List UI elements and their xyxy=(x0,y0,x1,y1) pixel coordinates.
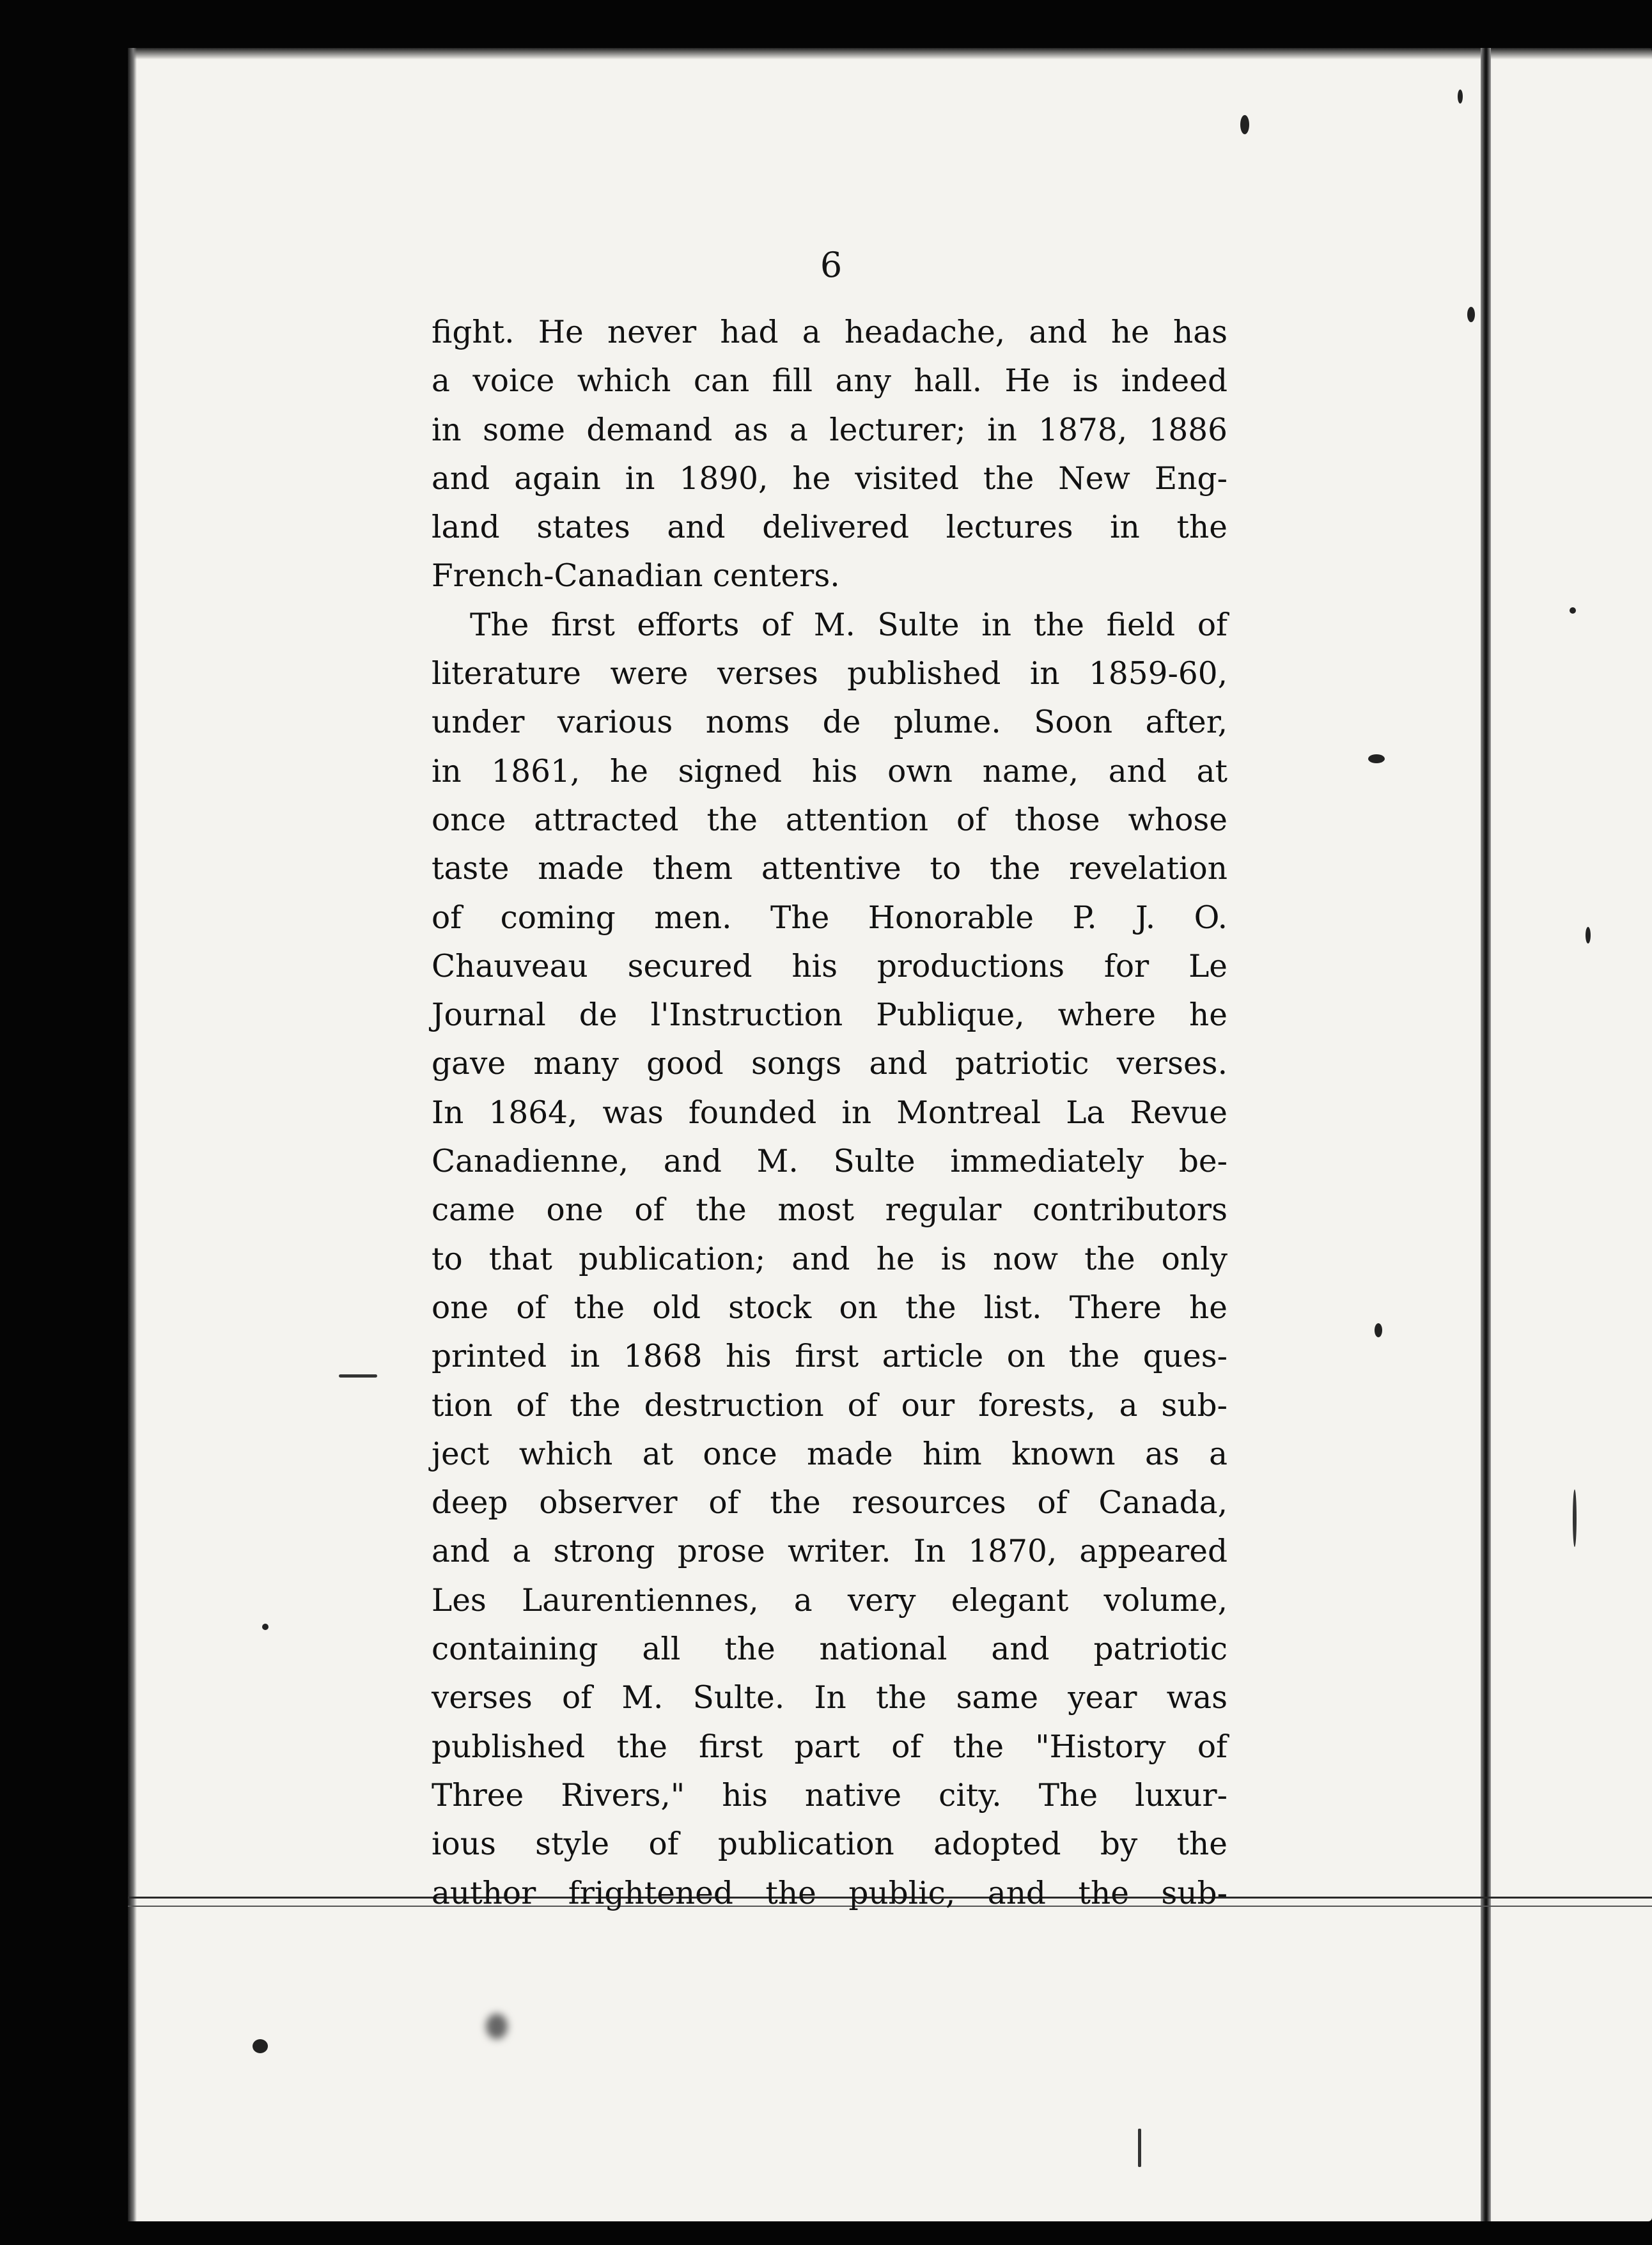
dust-speck xyxy=(339,1374,377,1378)
dust-speck xyxy=(1570,607,1576,614)
text-line: and a strong prose writer. In 1870, appeared xyxy=(432,1534,1227,1570)
text-line: of coming men. The Honorable P. J. O. xyxy=(432,899,1227,936)
dust-speck xyxy=(1368,754,1385,763)
text-line: author frightened the public, and the sub- xyxy=(432,1875,1227,1911)
text-line: Journal de l'Instruction Publique, where he xyxy=(432,997,1227,1034)
text-line: a voice which can fill any hall. He is indeed xyxy=(432,363,1227,400)
text-line: containing all the national and patriotic xyxy=(432,1631,1227,1668)
dust-speck xyxy=(1573,1489,1577,1547)
dust-speck xyxy=(1375,1323,1382,1337)
text-line: came one of the most regular contributors xyxy=(432,1192,1227,1229)
text-line: verses of M. Sulte. In the same year was xyxy=(432,1680,1227,1716)
text-line: Canadienne, and M. Sulte immediately be- xyxy=(432,1144,1227,1180)
scan-bottom-border xyxy=(0,2221,1652,2245)
text-line: once attracted the attention of those whose xyxy=(432,802,1227,838)
text-line: Chauveau secured his productions for Le xyxy=(432,948,1227,984)
text-line: ious style of publication adopted by the xyxy=(432,1826,1227,1863)
text-line: fight. He never had a headache, and he has xyxy=(432,315,1227,350)
dust-speck xyxy=(1138,2129,1141,2167)
page-top-shadow xyxy=(128,48,1652,59)
dust-speck xyxy=(1467,307,1475,322)
body-text xyxy=(432,308,1227,1918)
dust-speck xyxy=(262,1624,269,1630)
text-line: taste made them attentive to the revelation xyxy=(432,851,1227,887)
dust-speck xyxy=(1240,115,1249,134)
page-left-shadow xyxy=(128,48,137,2221)
dust-speck xyxy=(1458,89,1463,104)
book-gutter xyxy=(1481,48,1491,2221)
text-line: published the first part of the "History of xyxy=(432,1728,1227,1765)
text-line: under various noms de plume. Soon after, xyxy=(432,704,1227,741)
text-line: to that publication; and he is now the only xyxy=(432,1241,1227,1277)
text-line: land states and delivered lectures in the xyxy=(432,509,1227,546)
dust-speck xyxy=(1586,927,1591,944)
text-line: Les Laurentiennes, a very elegant volume, xyxy=(432,1582,1227,1619)
text-line: gave many good songs and patriotic verses. xyxy=(432,1046,1227,1082)
text-line: tion of the destruction of our forests, a sub- xyxy=(432,1387,1227,1424)
text-line: The first efforts of M. Sulte in the field of xyxy=(470,607,1227,643)
dust-speck xyxy=(486,2014,508,2039)
text-line: literature were verses published in 1859-60, xyxy=(432,656,1227,692)
text-line: and again in 1890, he visited the New Eng- xyxy=(432,460,1227,497)
text-line: French-Canadian centers. xyxy=(432,558,840,594)
text-line: Three Rivers," his native city. The luxur- xyxy=(432,1777,1227,1814)
text-line: printed in 1868 his first article on the ques- xyxy=(432,1339,1227,1375)
text-line: in 1861, he signed his own name, and at xyxy=(432,753,1227,789)
text-line: deep observer of the resources of Canada, xyxy=(432,1485,1227,1521)
text-line: ject which at once made him known as a xyxy=(432,1436,1227,1472)
text-line: one of the old stock on the list. There he xyxy=(432,1289,1227,1326)
dust-speck xyxy=(253,2039,268,2053)
text-line: in some demand as a lecturer; in 1878, 1886 xyxy=(432,412,1227,448)
text-line: In 1864, was founded in Montreal La Revue xyxy=(432,1094,1227,1131)
page-number: 6 xyxy=(820,245,843,285)
